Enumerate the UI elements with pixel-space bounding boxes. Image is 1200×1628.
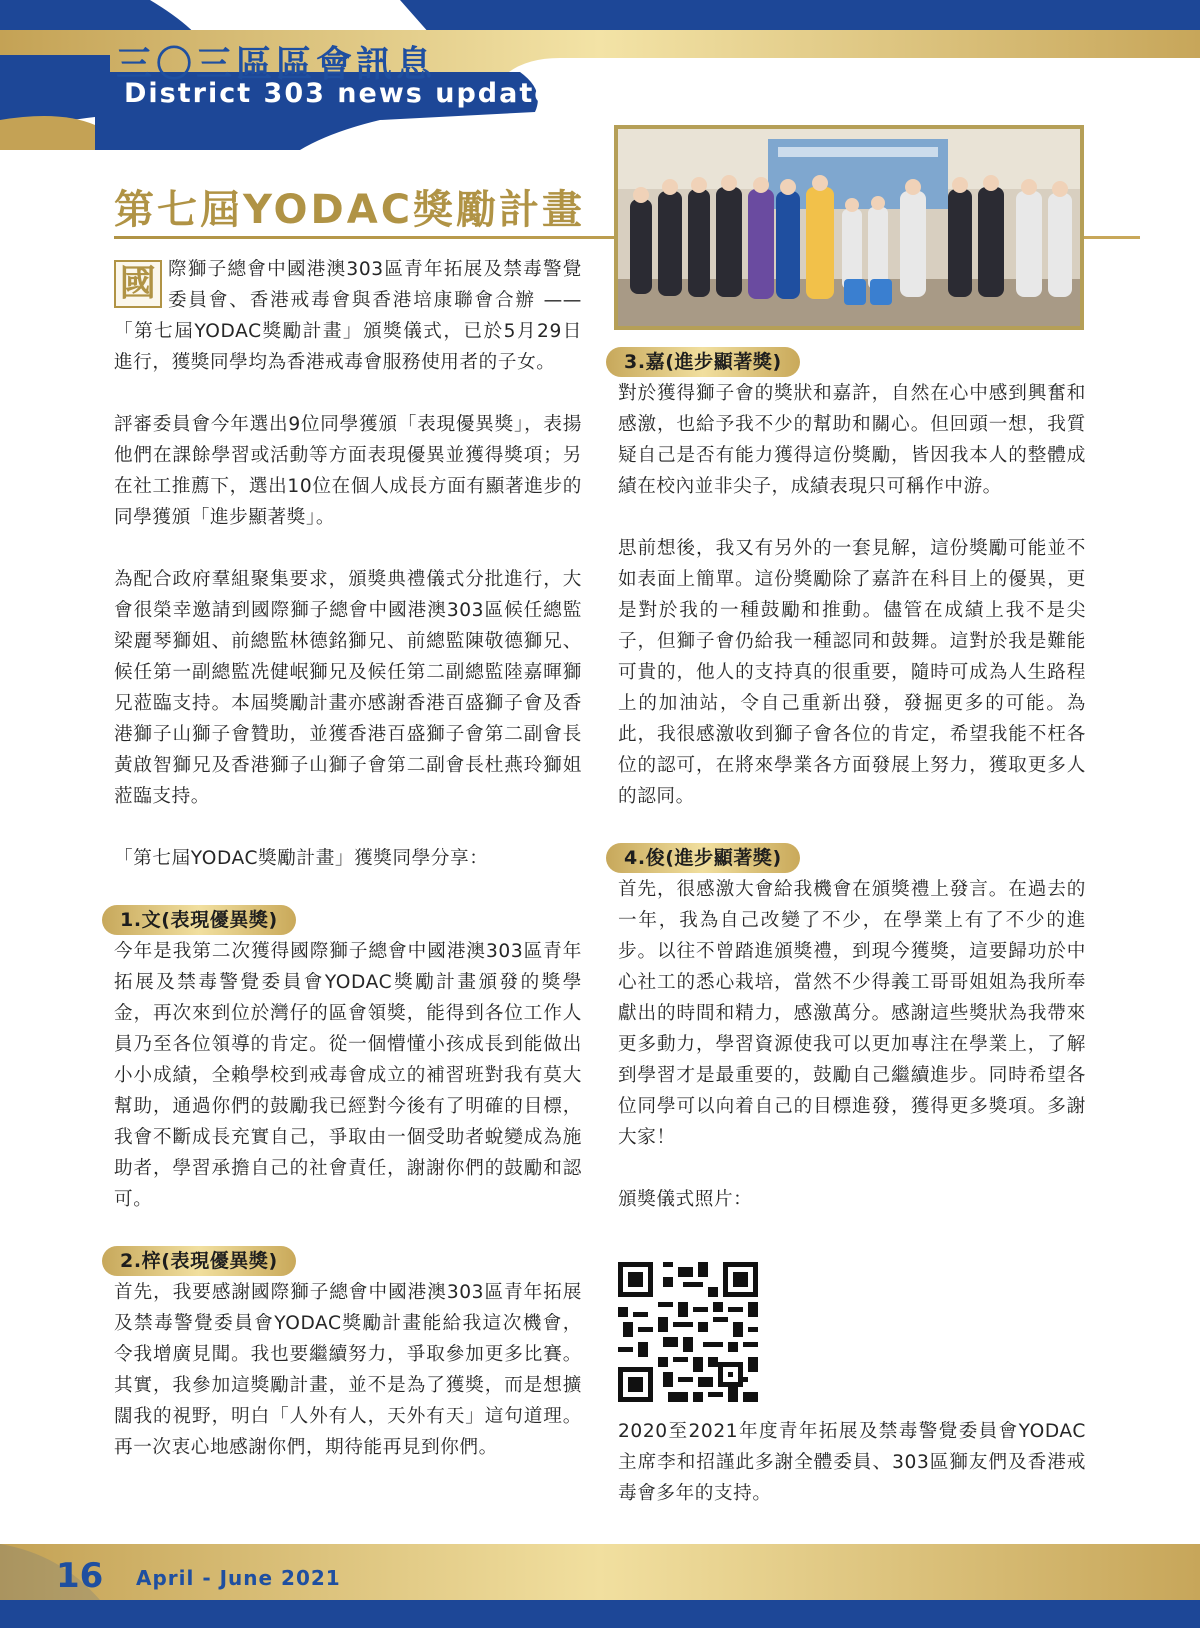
header-title-en: District 303 news update — [124, 78, 555, 109]
student-1-tag: 1.文(表現優異獎) — [102, 905, 296, 935]
student-4-tag: 4.俊(進步顯著獎) — [606, 843, 800, 873]
paragraph-awards: 評審委員會今年選出9位同學獲頒「表現優異獎」，表揚他們在課餘學習或活動等方面表現優異並獲得獎項；另在社工推薦下，選出10位在個人成長方面有顯著進步的同學獲頒「進步顯著獎」。 — [114, 414, 582, 528]
student-2-tag: 2.梓(表現優異獎) — [102, 1246, 296, 1276]
drop-cap: 國 — [114, 260, 162, 308]
closing-block — [618, 1416, 1086, 1509]
issue-date: April - June 2021 — [136, 1566, 341, 1590]
intro-text: 際獅子總會中國港澳303區青年拓展及禁毒警覺委員會、香港戒毒會與香港培康聯會合辦 ——「第七屆YODAC獎勵計畫」頒獎儀式，已於5月29日進行，獲獎同學均為香港戒毒會服務使用者的子女。 — [114, 259, 582, 373]
photos-label: 頒獎儀式照片： — [618, 1189, 753, 1210]
qr-code[interactable] — [618, 1262, 758, 1402]
ceremony-photo-image — [618, 129, 1080, 326]
student-3-text-1: 對於獲得獅子會的獎狀和嘉許，自然在心中感到興奮和感激，也給予我不少的幫助和關心。但回頭一想，我質疑自己是否有能力獲得這份獎勵，皆因我本人的整體成績在校內並非尖子，成績表現只可稱作中游。 — [618, 383, 1086, 497]
ceremony-photo — [614, 125, 1084, 330]
article-title: 第七屆YODAC獎勵計畫 — [114, 187, 586, 233]
student-1-text: 今年是我第二次獲得國際獅子總會中國港澳303區青年拓展及禁毒警覺委員會YODAC獎勵計畫頒發的獎學金，再次來到位於灣仔的區會領獎，能得到各位工作人員乃至各位領導的肯定。從一個懵懂小孩成長到能做出小小成績，全賴學校到戒毒會成立的補習班對我有莫大幫助，通過你們的鼓勵我已經對今後有了明確的目標，我會不斷成長充實自己，爭取由一個受助者蛻變成為施助者，學習承擔自己的社會責任，謝謝你們的鼓勵和認可。 — [114, 941, 582, 1210]
intro-paragraph — [114, 254, 582, 378]
student-3-tag: 3.嘉(進步顯著獎) — [606, 347, 800, 377]
qr-code-image — [618, 1262, 758, 1402]
right-column — [618, 347, 1086, 1215]
header-title-zh: 三〇三區區會訊息 — [116, 44, 437, 85]
share-intro: 「第七屆YODAC獎勵計畫」獲獎同學分享： — [114, 848, 489, 869]
student-4-text: 首先，很感激大會給我機會在頒獎禮上發言。在過去的一年，我為自己改變了不少，在學業上有了不少的進步。以往不曾踏進頒獎禮，到現今獲獎，這要歸功於中心社工的悉心栽培，當然不少得義工哥哥姐姐為我所奉獻出的時間和精力，感激萬分。感謝這些獎狀為我帶來更多動力，學習資源使我可以更加專注在學業上，了解到學習才是最重要的，鼓勵自己繼續進步。同時希望各位同學可以向着自己的目標進發，獲得更多獎項。多謝大家！ — [618, 879, 1086, 1148]
page-number: 16 — [56, 1556, 104, 1596]
footer-band — [0, 1544, 1200, 1628]
student-3-text-2: 思前想後，我又有另外的一套見解，這份獎勵可能並不如表面上簡單。這份獎勵除了嘉許在科目上的優異，更是對於我的一種鼓勵和推動。儘管在成績上我不是尖子，但獅子會仍給我一種認同和鼓舞。這對於我是難能可貴的，他人的支持真的很重要，隨時可成為人生路程上的加油站，令自己重新出發，發掘更多的可能。為此，我很感激收到獅子會各位的肯定，希望我能不枉各位的認可，在將來學業各方面發展上努力，獲取更多人的認同。 — [618, 538, 1086, 807]
paragraph-ceremony: 為配合政府羣組聚集要求，頒獎典禮儀式分批進行，大會很榮幸邀請到國際獅子總會中國港澳303區候任總監梁麗琴獅姐、前總監林德銘獅兄、前總監陳敬德獅兄、候任第一副總監冼健岷獅兄及候任第二副總監陸嘉暉獅兄蒞臨支持。本屆獎勵計畫亦感謝香港百盛獅子會及香港獅子山獅子會贊助，並獲香港百盛獅子會第二副會長黃啟智獅兄及香港獅子山獅子會第二副會長杜燕玲獅姐蒞臨支持。 — [114, 569, 582, 807]
student-2-text: 首先，我要感謝國際獅子總會中國港澳303區青年拓展及禁毒警覺委員會YODAC獎勵計畫能給我這次機會，令我增廣見聞。我也要繼續努力，爭取參加更多比賽。其實，我參加這獎勵計畫，並不是為了獲獎，而是想擴闊我的視野，明白「人外有人，天外有天」這句道理。再一次衷心地感謝你們，期待能再見到你們。 — [114, 1282, 582, 1458]
left-column — [114, 254, 582, 1463]
closing-text: 2020至2021年度青年拓展及禁毒警覺委員會YODAC主席李和招謹此多謝全體委員、303區獅友們及香港戒毒會多年的支持。 — [618, 1421, 1086, 1504]
